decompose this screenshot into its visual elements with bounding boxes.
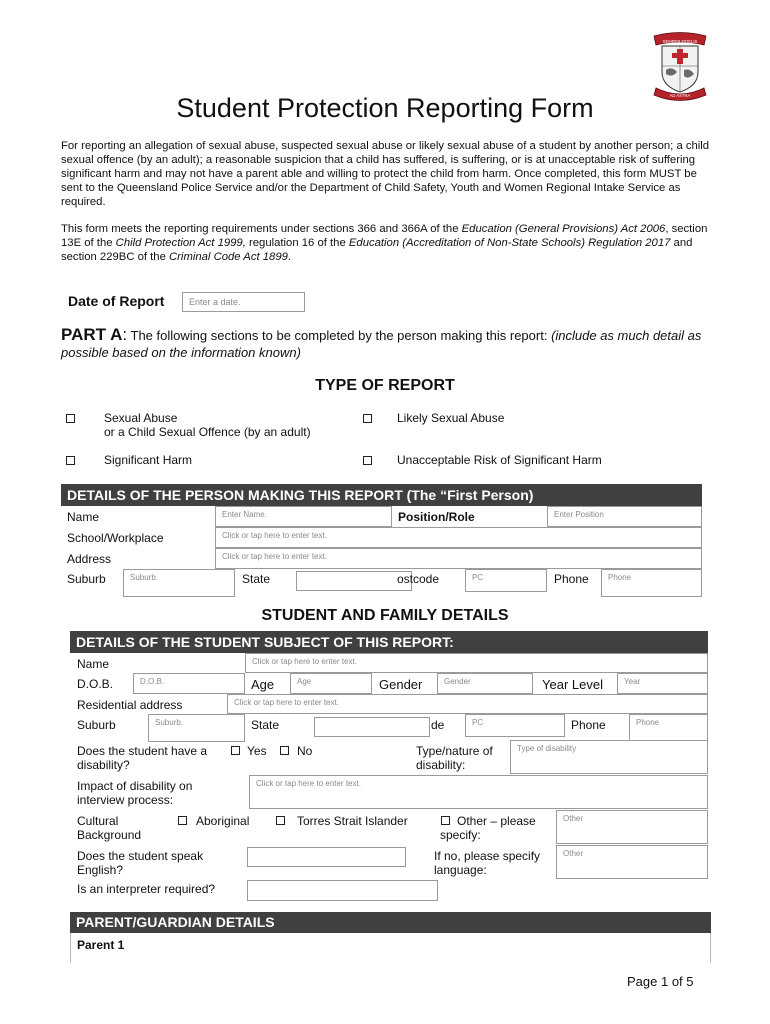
fp-school-input[interactable]: Click or tap here to enter text. (215, 527, 702, 548)
student-section-header: DETAILS OF THE STUDENT SUBJECT OF THIS REPORT: (70, 631, 708, 653)
st-year-label: Year Level (542, 677, 603, 692)
st-language-label: If no, please specify language: (434, 849, 541, 877)
aboriginal-checkbox[interactable] (178, 816, 187, 825)
first-person-section-header: DETAILS OF THE PERSON MAKING THIS REPORT (The “First Person) (61, 484, 702, 506)
parent-1-label: Parent 1 (77, 938, 125, 952)
st-cultural-label: Cultural Background (77, 814, 142, 842)
st-dob-label: D.O.B. (77, 677, 114, 691)
aboriginal-label: Aboriginal (196, 814, 250, 828)
fp-position-input[interactable]: Enter Position (547, 506, 702, 527)
fp-state-select[interactable] (296, 571, 412, 591)
disability-no-checkbox[interactable] (280, 746, 289, 755)
intro-paragraph: For reporting an allegation of sexual abuse, suspected sexual abuse or likely sexual abuse of a student by another person; a child sexual offence (by an adult); a reasonable suspicion that a child has suffered, is suffering, or is at unacceptable risk of suffering significant harm and may not have a parent able and willing to protect the child from harm. Once completed, this form MUST be sent to the Queensland Police Service and/or the Department of Child Safety, Youth and Women Regional Intake Service as required. (61, 140, 710, 208)
st-english-question: Does the student speak English? (77, 849, 204, 877)
st-gender-label: Gender (379, 677, 423, 692)
st-dob-input[interactable]: D.O.B. (133, 673, 245, 694)
st-postcode-label: de (431, 718, 445, 732)
significant-harm-label: Significant Harm (104, 453, 193, 467)
st-other-culture-input[interactable]: Other (556, 810, 708, 844)
unacceptable-risk-checkbox[interactable] (363, 456, 372, 465)
st-name-input[interactable]: Click or tap here to enter text. (245, 653, 708, 673)
st-phone-label: Phone (571, 718, 606, 732)
st-english-input[interactable] (247, 847, 406, 867)
fp-postcode-label: ostcode (397, 572, 440, 586)
other-culture-label: Other – please specify: (440, 814, 536, 842)
st-language-input[interactable]: Other (556, 845, 708, 879)
parent-section-header: PARENT/GUARDIAN DETAILS (70, 912, 711, 933)
st-age-input[interactable]: Age (290, 673, 372, 694)
parent-table-border (70, 933, 71, 963)
st-impact-label: Impact of disability on interview process: (77, 779, 193, 807)
st-age-label: Age (251, 677, 275, 692)
fp-position-label: Position/Role (398, 510, 475, 524)
disability-no-label: No (297, 744, 313, 758)
likely-sexual-abuse-label: Likely Sexual Abuse (397, 411, 505, 425)
st-disability-type-input[interactable]: Type of disability (510, 740, 708, 774)
st-interpreter-input[interactable] (247, 880, 438, 901)
likely-sexual-abuse-checkbox[interactable] (363, 414, 372, 423)
st-gender-input[interactable]: Gender (437, 673, 533, 694)
unacceptable-risk-label: Unacceptable Risk of Significant Harm (397, 453, 602, 467)
torres-strait-label: Torres Strait Islander (297, 814, 408, 828)
fp-address-label: Address (67, 552, 112, 566)
disability-yes-label: Yes (247, 744, 267, 758)
sexual-abuse-label: Sexual Abuse (104, 411, 178, 425)
fp-postcode-input[interactable]: PC (465, 569, 547, 592)
requirements-paragraph: This form meets the reporting requirements under sections 366 and 366A of the Education (General Provisions) Act 2006, section 13E of the Child Protection Act 1999, regulation 16 of the Education (Accreditation of Non-State Schools) Regulation 2017 and section 229BC of the Criminal Code Act 1899. (61, 223, 708, 263)
crest-top-text: SEMPER FIDELIS (662, 39, 698, 44)
parent-table-right-border (710, 933, 711, 963)
child-sexual-offence-label: or a Child Sexual Offence (by an adult) (104, 425, 311, 439)
st-state-label: State (251, 718, 280, 732)
st-postcode-input[interactable]: PC (465, 714, 565, 737)
page-title: Student Protection Reporting Form (176, 93, 594, 123)
part-a-intro: PART A: The following sections to be completed by the person making this report: (include as much detail as possible based on the information known) (61, 325, 702, 360)
st-suburb-input[interactable]: Suburb. (148, 714, 245, 742)
st-disability-question: Does the student have a disability? (77, 744, 208, 772)
student-family-heading: STUDENT AND FAMILY DETAILS (261, 607, 509, 624)
st-year-input[interactable]: Year (617, 673, 708, 694)
fp-address-input[interactable]: Click or tap here to enter text. (215, 548, 702, 569)
fp-name-input[interactable]: Enter Name. (215, 506, 392, 527)
fp-state-label: State (242, 572, 271, 586)
fp-suburb-label: Suburb (67, 572, 106, 586)
fp-phone-input[interactable]: Phone (601, 569, 702, 597)
st-disability-type-label: Type/nature of disability: (416, 744, 493, 772)
date-of-report-label: Date of Report (68, 293, 165, 309)
st-impact-input[interactable]: Click or tap here to enter text. (249, 775, 708, 809)
st-suburb-label: Suburb (77, 718, 116, 732)
st-res-label: Residential address (77, 698, 183, 712)
page-number: Page 1 of 5 (627, 974, 694, 989)
sexual-abuse-checkbox[interactable] (66, 414, 75, 423)
school-crest-logo (648, 32, 712, 102)
type-of-report-heading: TYPE OF REPORT (315, 377, 455, 394)
fp-suburb-input[interactable]: Suburb. (123, 569, 235, 597)
st-interpreter-question: Is an interpreter required? (77, 882, 216, 896)
fp-name-label: Name (67, 510, 100, 524)
st-state-select[interactable] (314, 717, 430, 737)
significant-harm-checkbox[interactable] (66, 456, 75, 465)
st-name-label: Name (77, 657, 110, 671)
st-res-input[interactable]: Click or tap here to enter text. (227, 694, 708, 714)
st-phone-input[interactable]: Phone (629, 714, 708, 742)
crest-bottom-text: AD ASTRA (669, 93, 691, 98)
fp-phone-label: Phone (554, 572, 589, 586)
torres-strait-checkbox[interactable] (276, 816, 285, 825)
disability-yes-checkbox[interactable] (231, 746, 240, 755)
fp-school-label: School/Workplace (67, 531, 164, 545)
date-of-report-input[interactable]: Enter a date. (182, 292, 305, 312)
